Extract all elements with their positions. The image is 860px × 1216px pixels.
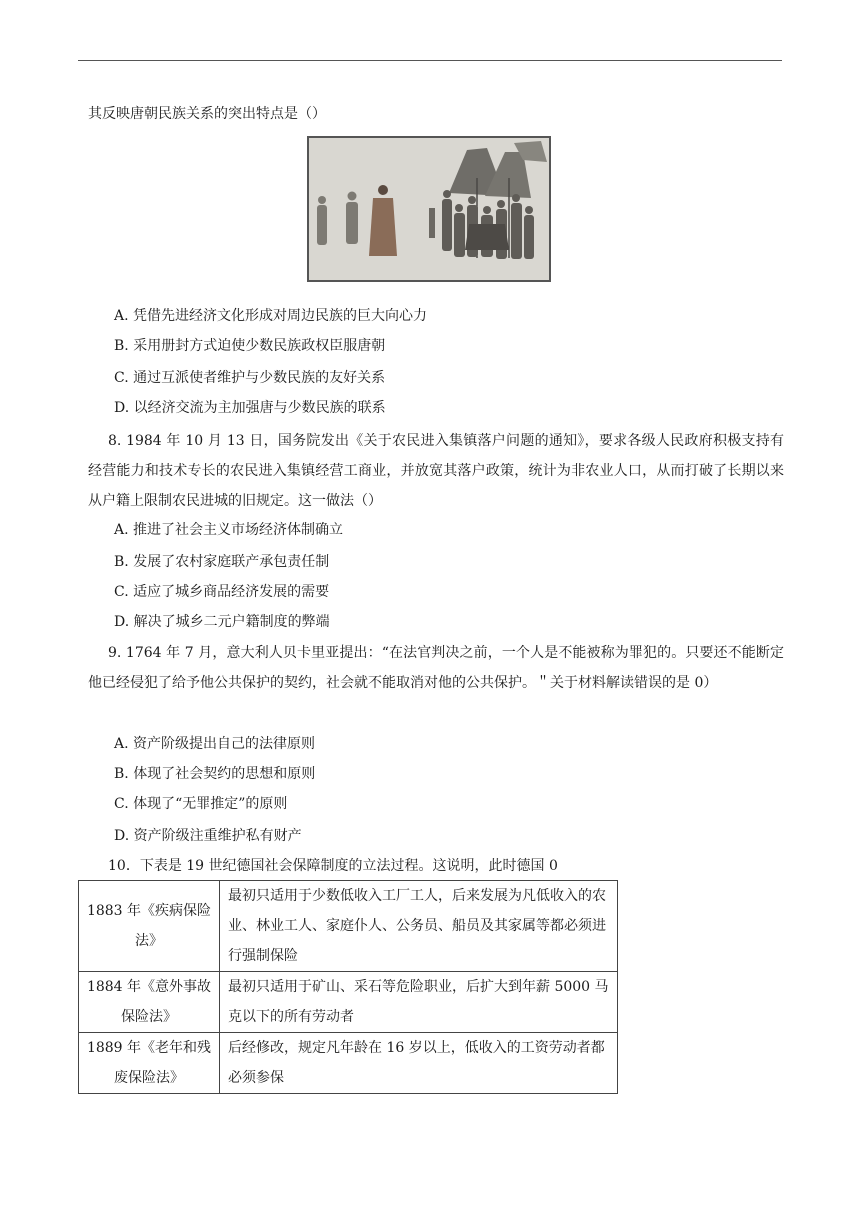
q7-option-d: D. 以经济交流为主加强唐与少数民族的联系	[114, 400, 386, 416]
q7-option-c: C. 通过互派使者维护与少数民族的友好关系	[114, 370, 386, 386]
q9-option-c: C. 体现了“无罪推定”的原则	[114, 796, 288, 812]
law-description-cell: 最初只适用于少数低收入工厂工人，后来发展为凡低收入的农业、林业工人、家庭仆人、公务员、船员及其家属等都必须进行强制保险	[220, 881, 618, 972]
q8-option-c: C. 适应了城乡商品经济发展的需要	[114, 584, 330, 600]
law-name-cell: 1889 年《老年和残废保险法》	[79, 1033, 220, 1094]
q7-option-b: B. 采用册封方式迫使少数民族政权臣服唐朝	[114, 338, 386, 354]
q7-option-a: A. 凭借先进经济文化形成对周边民族的巨大向心力	[114, 308, 428, 324]
q8-option-a: A. 推进了社会主义市场经济体制确立	[114, 522, 344, 538]
q7-stem: 其反映唐朝民族关系的突出特点是（）	[88, 106, 326, 122]
tang-painting-image	[307, 136, 551, 282]
q8-option-d: D. 解决了城乡二元户籍制度的弊端	[114, 614, 330, 630]
table-row	[79, 881, 618, 972]
table-row	[79, 972, 618, 1033]
social-insurance-table	[78, 880, 618, 1094]
q8-option-b: B. 发展了农村家庭联产承包责任制	[114, 554, 330, 570]
law-name-cell: 1884 年《意外事故保险法》	[79, 972, 220, 1033]
q10-stem: 10．下表是 19 世纪德国社会保障制度的立法过程。这说明，此时德国 0	[108, 858, 558, 874]
q9-option-b: B. 体现了社会契约的思想和原则	[114, 766, 316, 782]
q8-stem: 8. 1984 年 10 月 13 日，国务院发出《关于农民进入集镇落户问题的通知》，要求各级人民政府积极支持有经营能力和技术专长的农民进入集镇经营工商业，并放宽其落户政策，统计为非农业人口，从而打破了长期以来从户籍上限制农民进城的旧规定。这一做法（）	[88, 433, 784, 509]
q9-stem: 9. 1764 年 7 月，意大利人贝卡里亚提出：“在法官判决之前，一个人是不能被称为罪犯的。只要还不能断定他已经侵犯了给予他公共保护的契约，社会就不能取消对他的公共保护。＂关于材料解读错误的是 0）	[88, 645, 784, 691]
table-row	[79, 1033, 618, 1094]
header-rule	[78, 60, 782, 61]
law-description-cell: 最初只适用于矿山、采石等危险职业，后扩大到年薪 5000 马克以下的所有劳动者	[220, 972, 618, 1033]
q9-option-a: A. 资产阶级提出自己的法律原则	[114, 736, 316, 752]
law-name-cell: 1883 年《疾病保险法》	[79, 881, 220, 972]
law-description-cell: 后经修改，规定凡年龄在 16 岁以上，低收入的工资劳动者都必须参保	[220, 1033, 618, 1094]
q9-option-d: D. 资产阶级注重维护私有财产	[114, 828, 302, 844]
